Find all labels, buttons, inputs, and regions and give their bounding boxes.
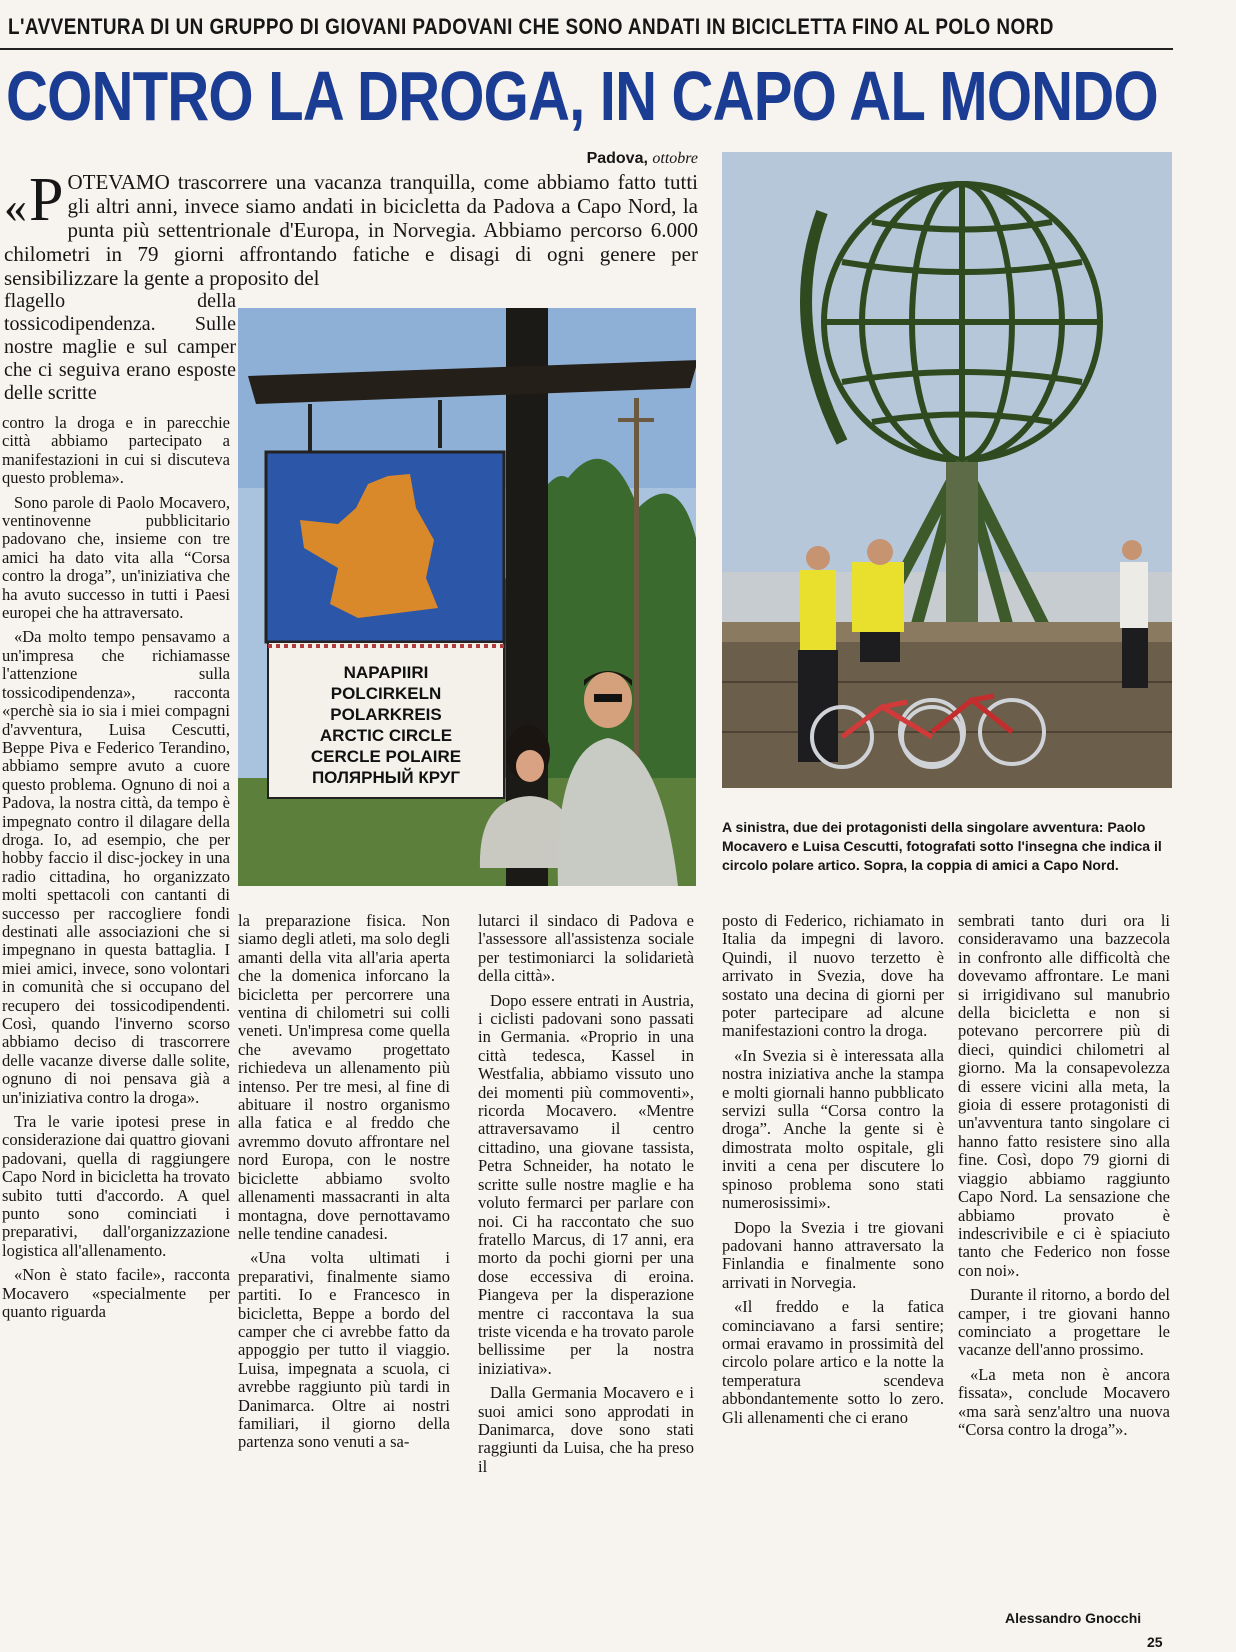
sign-line-6: ПОЛЯРНЫЙ КРУГ <box>311 768 461 787</box>
paragraph: «Una volta ultimati i preparativi, finalmente siamo partiti. Io e Francesco in bicicletta, Beppe a bordo del camper che ci avrebbe fatto da appoggio per tutto il viaggio. Luisa, impegnata a scuola, ci avrebbe raggiunto più tardi in Danimarca. Oltre ai nostri familiari, il giorno della partenza sono venuti a sa- <box>238 1248 450 1452</box>
lede-paragraph <box>4 166 698 290</box>
paragraph: Dalla Germania Mocavero e i suoi amici sono approdati in Danimarca, dove sono stati raggiunti da Luisa, che ha preso il <box>478 1383 694 1476</box>
paragraph: «Non è stato facile», racconta Mocavero «specialmente per quanto riguarda <box>2 1265 230 1322</box>
paragraph: Dopo essere entrati in Austria, i ciclisti padovani sono passati in Germania. «Proprio in una città tedesca, Kassel in Westfalia, abbiamo vissuto uno dei momenti più commoventi», ricorda Mocavero. «Mentre attraversavamo il centro cittadino, una giovane tassista, Petra Schneider, ha notato le scritte sulle nostre maglie e ha voluto fermarci per parlare con noi. Ci ha raccontato che suo fratello Marcus, di 17 anni, era morto da pochi giorni per una dose eccessiva di eroina. Piangeva per la disperazione mentre ci raccontava la sua triste vicenda e ha trovato parole bellissime per la nostra iniziativa». <box>478 990 694 1378</box>
paragraph: la preparazione fisica. Non siamo degli atleti, ma solo degli amanti della vita all'aria aperta che la domenica inforcano la bicicletta per percorrere una ventina di chilometri sui colli veneti. Un'impresa come quella che avevamo progettato richiedeva un allenamento più intenso. Per tre mesi, al fine di abituare il nostro organismo alla fatica e al freddo che avremmo dovuto affrontare nel nord Europa, con le nostre biciclette abbiamo svolto allenamenti massacranti in alta montagna, dove pernottavamo nelle tendine canadesi. <box>238 911 450 1243</box>
paragraph: Tra le varie ipotesi prese in considerazione dai quattro giovani padovani, quella di raggiungere Capo Nord in bicicletta ha trovato subito tutti d'accordo. A quel punto sono cominciati i preparativi, dall'organizzazione logistica all'allenamento. <box>2 1112 230 1260</box>
kicker: L'AVVENTURA DI UN GRUPPO DI GIOVANI PADOVANI CHE SONO ANDATI IN BICICLETTA FINO AL POLO NORD <box>8 14 1054 39</box>
sign-line-1: NAPAPIIRI <box>343 663 429 682</box>
paragraph: Durante il ritorno, a bordo del camper, i tre giovani hanno cominciato a progettare le vacanze dell'anno prossimo. <box>958 1285 1170 1360</box>
paragraph: contro la droga e in parecchie città abbiamo partecipato a manifestazioni in cui si discuteva questo problema». <box>2 413 230 488</box>
sign-line-2: POLCIRKELN <box>330 684 442 703</box>
dateline-place: Padova, <box>586 150 648 167</box>
arctic-circle-sign-photo <box>238 308 696 886</box>
paragraph: lutarci il sindaco di Padova e l'assessore all'assistenza sociale per testimoniarci la solidarietà della città». <box>478 911 694 986</box>
paragraph: «Il freddo e la fatica cominciavano a farsi sentire; ormai eravamo in prossimità del circolo polare artico e la notte la temperatura scendeva abbondantemente sotto lo zero. Gli allenamenti che ci erano <box>722 1297 944 1427</box>
north-cape-globe-photo <box>722 152 1172 788</box>
article-column-3 <box>478 912 694 1482</box>
paragraph: «In Svezia si è interessata alla nostra iniziativa anche la stampa e molti giornali hanno pubblicato servizi sulla “Corsa contro la droga”. Anche la gente si è dimostrata molto ospitale, gli inviti a cena per discutere lo spinoso problema sono stati numerosissimi». <box>722 1045 944 1213</box>
headline: CONTRO LA DROGA, IN CAPO AL MONDO <box>6 57 1158 135</box>
paragraph: «La meta non è ancora fissata», conclude Mocavero «ma sarà senz'altro una nuova “Corsa contro la droga”». <box>958 1364 1170 1439</box>
sign-line-3: POLARKREIS <box>330 705 442 724</box>
paragraph: posto di Federico, richiamato in Italia da impegni di lavoro. Quindi, il nuovo terzetto è arrivato in Svezia, dove ha sostato una decina di giorni per poter partecipare ad alcune manifestazioni contro la droga. <box>722 911 944 1041</box>
opening-guillemet: « <box>4 181 27 232</box>
lede-text: OTEVAMO trascorrere una vacanza tranquilla, come abbiamo fatto tutti gli altri anni, invece siamo andati in bicicletta da Padova a Capo Nord, la punta più settentrionale d'Europa, in Norvegia. Abbiamo percorso 6.000 chilometri in 79 giorni affrontando fatiche e disagi di ogni genere per sensibilizzare la gente a proposito del <box>4 170 698 290</box>
dateline <box>520 150 698 168</box>
paragraph: Dopo la Svezia i tre giovani padovani hanno attraversato la Finlandia e finalmente sono arrivati in Norvegia. <box>722 1217 944 1292</box>
page-number: 25 <box>1147 1634 1163 1650</box>
lede-continued: flagello della tossicodipendenza. Sulle nostre maglie e sul camper che ci seguiva erano esposte delle scritte <box>4 290 236 404</box>
article-column-1 <box>2 414 230 1328</box>
header-rule <box>0 48 1173 50</box>
byline: Alessandro Gnocchi <box>1005 1610 1142 1626</box>
paragraph: sembrati tanto duri ora li consideravamo una bazzecola in confronto alle difficoltà che dovevamo affrontare. Le mani si irrigidivano sul manubrio della bicicletta e non si potevano percorrere più di dieci, quindici chilometri al giorno. Ma la consapevolezza di essere vicini alla meta, la gioia di essere protagonisti di un'avventura tanto singolare ci hanno fatto resistere sino alla fine. Così, dopo 79 giorni di viaggio abbiamo raggiunto Capo Nord. La sensazione che abbiamo provato è indescrivibile e ci è spiaciuto tanto che Federico non fosse con noi». <box>958 911 1170 1280</box>
paragraph: «Da molto tempo pensavamo a un'impresa che richiamasse l'attenzione sulla tossicodipendenza», racconta «perchè sia io sia i miei compagni d'avventura, Luisa Cescutti, Beppe Piva e Federico Terandino, abbiamo sempre avuto a cuore questo problema. Ognuno di noi a Padova, la nostra città, da tempo è impegnato contro il dilagare della droga. Io, ad esempio, che per hobby faccio il disc-jockey in una radio cittadina, ho organizzato molti spettacoli con cantanti di successo per raccogliere fondi destinati alle associazioni che si impegnano in questa battaglia. I miei amici, invece, sono volontari in comunità che si occupano del recupero dei tossicodipendenti. Così, quando l'inverno scorso abbiamo deciso di trascorrere delle vacanze diverse dalle solite, ognuno di noi pensava già a un'iniziativa contro la droga». <box>2 627 230 1107</box>
photo-caption: A sinistra, due dei protagonisti della singolare avventura: Paolo Mocavero e Luisa Cescutti, fotografati sotto l'insegna che indica il circolo polare artico. Sopra, la coppia di amici a Capo Nord. <box>722 819 1162 873</box>
sign-line-5: CERCLE POLAIRE <box>310 747 462 766</box>
sign-line-4: ARCTIC CIRCLE <box>319 726 453 745</box>
article-column-5 <box>958 912 1170 1445</box>
drop-cap: P <box>29 166 64 234</box>
article-column-4 <box>722 912 944 1433</box>
dateline-month: ottobre <box>652 150 698 167</box>
article-column-2 <box>238 912 450 1458</box>
paragraph: Sono parole di Paolo Mocavero, ventinovenne pubblicitario padovano che, insieme con tre amici ha dato vita alla “Corsa contro la droga”, un'iniziativa che ha avuto successo in tutti i Paesi europei che ha attraversato. <box>2 492 230 623</box>
